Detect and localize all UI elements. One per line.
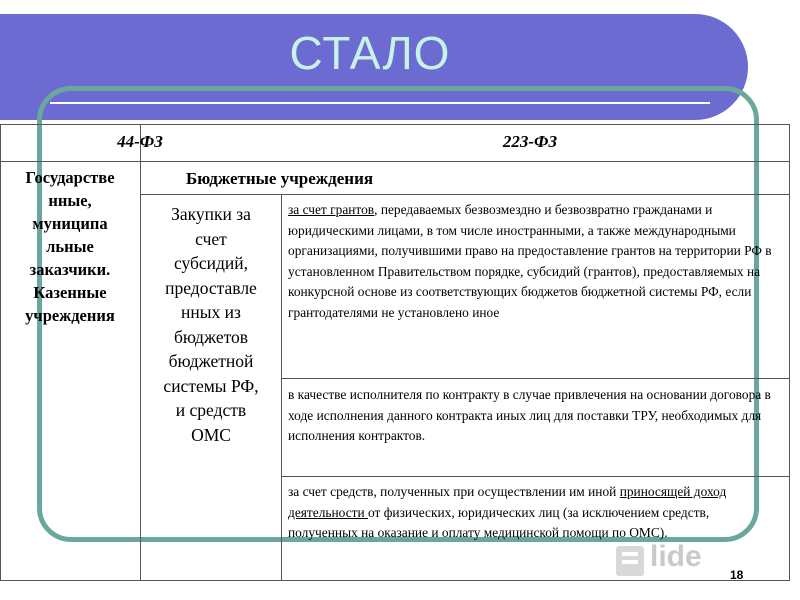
mid-cell-line: Закупки за — [171, 204, 251, 224]
mid-cell-line: системы РФ, — [163, 375, 259, 396]
watermark-text: lide — [650, 540, 702, 573]
slide-title: СТАЛО — [289, 27, 451, 79]
left-cell-customers — [2, 166, 138, 327]
table-border-budget-bottom — [140, 194, 790, 195]
mid-cell-line: бюджетов — [173, 326, 249, 347]
row-income-underlined: приносящей доход деятельности — [288, 484, 727, 520]
mid-cell-line: субсидий, — [173, 253, 249, 273]
row-income-text-start: за счет средств, полученных при осуществлении им иной — [288, 484, 620, 499]
row-grants-text: , передаваемых безвозмездно и безвозвратно гражданами и юридическими лицами, в том числе иностранными, а также международными организациями, получившими право на предоставление грантов на территории РФ в установленном Правительством порядке, субсидий (грантов), предоставляемых на конкурсной основе из соответствующих бюджетов бюджетной системы РФ, если грантодателями не установлено иное — [288, 202, 772, 320]
table-border-row1-bottom — [281, 378, 790, 379]
table-border-top — [0, 124, 790, 125]
mid-cell-line: счет — [195, 228, 227, 249]
left-cell-line: Казенные — [33, 283, 107, 302]
table-divider-left — [140, 124, 141, 581]
table-border-right — [789, 124, 790, 581]
table-border-row2-bottom — [281, 476, 790, 477]
table-border-left — [0, 124, 1, 581]
table-divider-mid — [281, 194, 282, 581]
header-44fz: 44-ФЗ — [117, 132, 163, 151]
row-contractor — [288, 385, 780, 447]
mid-cell-subsidies — [143, 202, 279, 447]
row-income-text-end: от физических, юридических лиц (за исключением средств, полученных на оказание и оплату медицинской помощи по ОМС). — [288, 504, 710, 540]
left-cell-line: нные, — [48, 191, 92, 210]
table-border-header-bottom — [0, 161, 790, 162]
left-cell-line: заказчики. — [29, 260, 111, 279]
mid-cell-line: нных из — [181, 302, 241, 322]
page-number: 18 — [730, 568, 744, 582]
left-cell-line: льные — [46, 237, 94, 256]
header-223fz: 223-ФЗ — [502, 132, 558, 151]
budget-institutions-header: Бюджетные учреждения — [186, 169, 374, 188]
left-cell-line: муниципа — [32, 214, 108, 233]
mid-cell-line: бюджетной — [168, 351, 254, 371]
row-grants — [288, 200, 780, 323]
mid-cell-line: ОМС — [191, 424, 231, 445]
row-grants-underlined: за счет грантов — [288, 202, 375, 217]
row-income — [288, 482, 780, 544]
left-cell-line: учреждения — [25, 306, 115, 325]
row-contractor-text: в качестве исполнителя по контракту в случае привлечения на основании договора в ходе исполнения данного контракта иных лиц для поставки ТРУ, необходимых для исполнения контрактов. — [288, 387, 771, 443]
left-cell-line: Государстве — [25, 168, 115, 187]
mid-cell-line: предоставле — [165, 277, 257, 298]
mid-cell-line: и средств — [175, 400, 247, 420]
